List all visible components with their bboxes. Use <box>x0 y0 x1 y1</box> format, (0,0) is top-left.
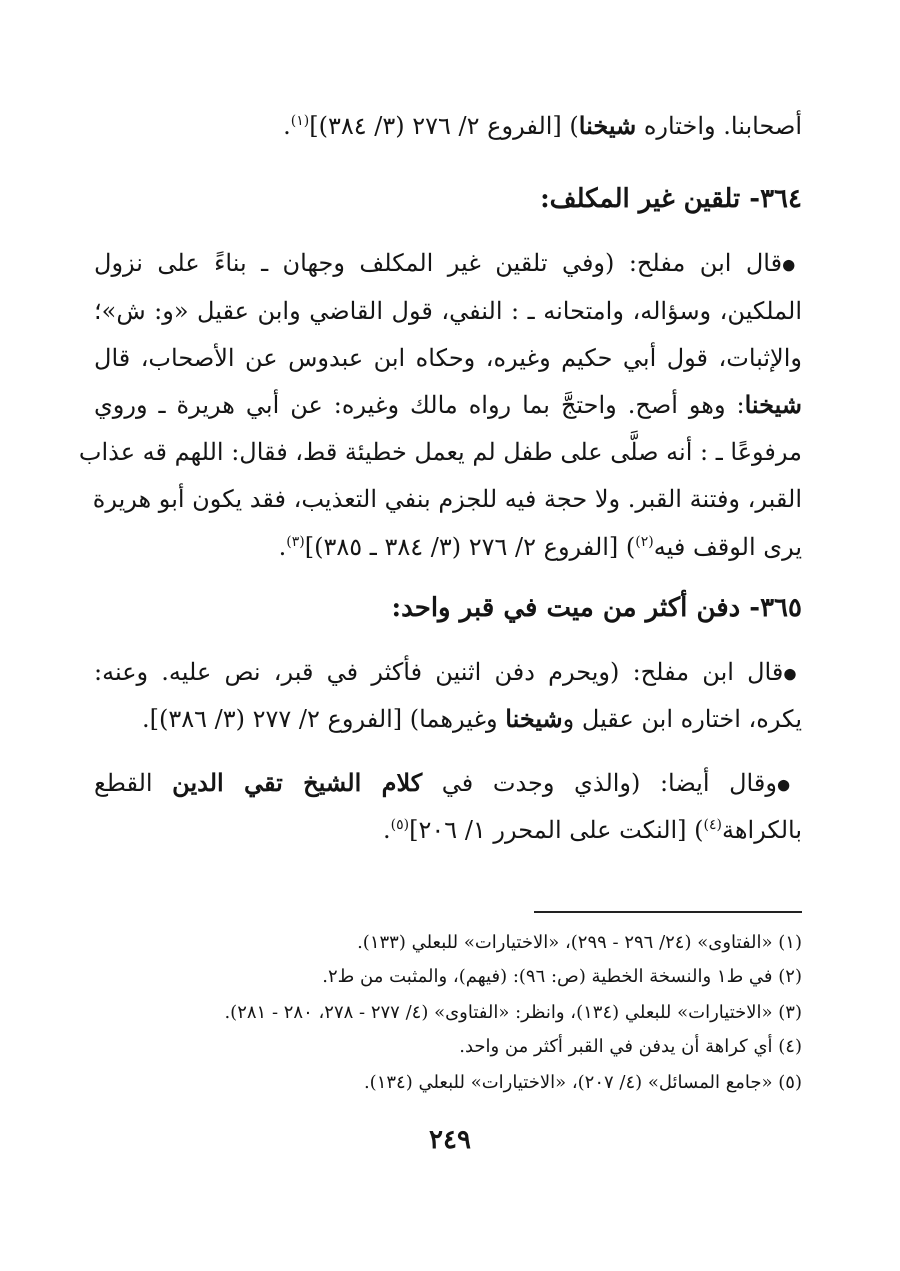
footnote-3: (٣) «الاختيارات» للبعلي (١٣٤)، وانظر: «الفتاوى» (٤/ ٢٧٧ - ٢٧٨، ٢٨٠ - ٢٨١). <box>224 1002 802 1023</box>
paragraph-364-line-4: شيخنا: وهو أصح. واحتجَّ بما رواه مالك وغيره: عن أبي هريرة ـ وروي <box>94 390 802 419</box>
text-line-1: أصحابنا. واختاره شيخنا) [الفروع ٢/ ٢٧٦ (٣/ ٣٨٤)]$^{(١)}$. <box>283 111 802 140</box>
paragraph-365b-line-2: بالكراهة$^{(٤)}$) [النكت على المحرر ١/ ٢٠٦]$^{(٥)}$. <box>383 816 802 844</box>
bold-term-shaykhuna: شيخنا <box>578 111 637 140</box>
bullet-icon: ● <box>776 775 802 794</box>
footnote-2: (٢) في ط١ والنسخة الخطية (ص: ٩٦): (فيهم)، والمثبت من ط٢. <box>322 966 802 987</box>
footnote-4: (٤) أي كراهة أن يدفن في القبر أكثر من واحد. <box>459 1036 802 1057</box>
bullet-icon: ● <box>782 255 802 274</box>
paragraph-364-line-5: مرفوعًا ـ : أنه صلَّى على طفل لم يعمل خطيئة قط، فقال: اللهم قه عذاب <box>78 438 802 466</box>
footnote-1: (١) «الفتاوى» (٢٤/ ٢٩٦ - ٢٩٩)، «الاختيارات» للبعلي (١٣٣). <box>357 932 802 953</box>
bold-term-shaykhuna: شيخنا <box>505 704 563 733</box>
paragraph-364-line-1: ●قال ابن مفلح: (وفي تلقين غير المكلف وجهان ـ بناءً على نزول <box>94 249 802 277</box>
footnote-5: (٥) «جامع المسائل» (٤/ ٢٠٧)، «الاختيارات» للبعلي (١٣٤). <box>363 1072 802 1093</box>
bold-term-shaykhuna: شيخنا <box>744 390 802 419</box>
paragraph-364-line-6: القبر، وفتنة القبر. ولا حجة فيه للجزم بنفي التعذيب، فقد يكون أبو هريرة <box>92 485 802 513</box>
paragraph-365-line-1: ●قال ابن مفلح: (ويحرم دفن اثنين فأكثر في قبر، نص عليه. وعنه: <box>94 658 802 686</box>
bullet-icon: ● <box>783 664 802 683</box>
paragraph-364-line-3: والإثبات، قول أبي حكيم وغيره، وحكاه ابن عبدوس عن الأصحاب، قال <box>94 344 802 372</box>
footnote-separator <box>534 911 802 913</box>
paragraph-364-line-7: يرى الوقف فيه$^{(٢)}$) [الفروع ٢/ ٢٧٦ (٣/ ٣٨٤ ـ ٣٨٥)]$^{(٣)}$. <box>278 533 802 561</box>
paragraph-365b-line-1: ●وقال أيضا: (والذي وجدت في كلام الشيخ تقي الدين القطع <box>94 768 802 797</box>
bold-phrase-kalam-alshaykh: كلام الشيخ تقي الدين <box>172 768 423 797</box>
paragraph-365-line-2: يكره، اختاره ابن عقيل وشيخنا وغيرهما) [الفروع ٢/ ٢٧٧ (٣/ ٣٨٦)]. <box>141 704 802 733</box>
section-heading-364: ٣٦٤- تلقين غير المكلف: <box>540 184 802 214</box>
paragraph-364-line-2: الملكين، وسؤاله، وامتحانه ـ : النفي، قول القاضي وابن عقيل «و: ش»؛ <box>94 297 802 325</box>
section-heading-365: ٣٦٥- دفن أكثر من ميت في قبر واحد: <box>391 593 802 623</box>
page-number: ٢٤٩ <box>429 1125 471 1155</box>
